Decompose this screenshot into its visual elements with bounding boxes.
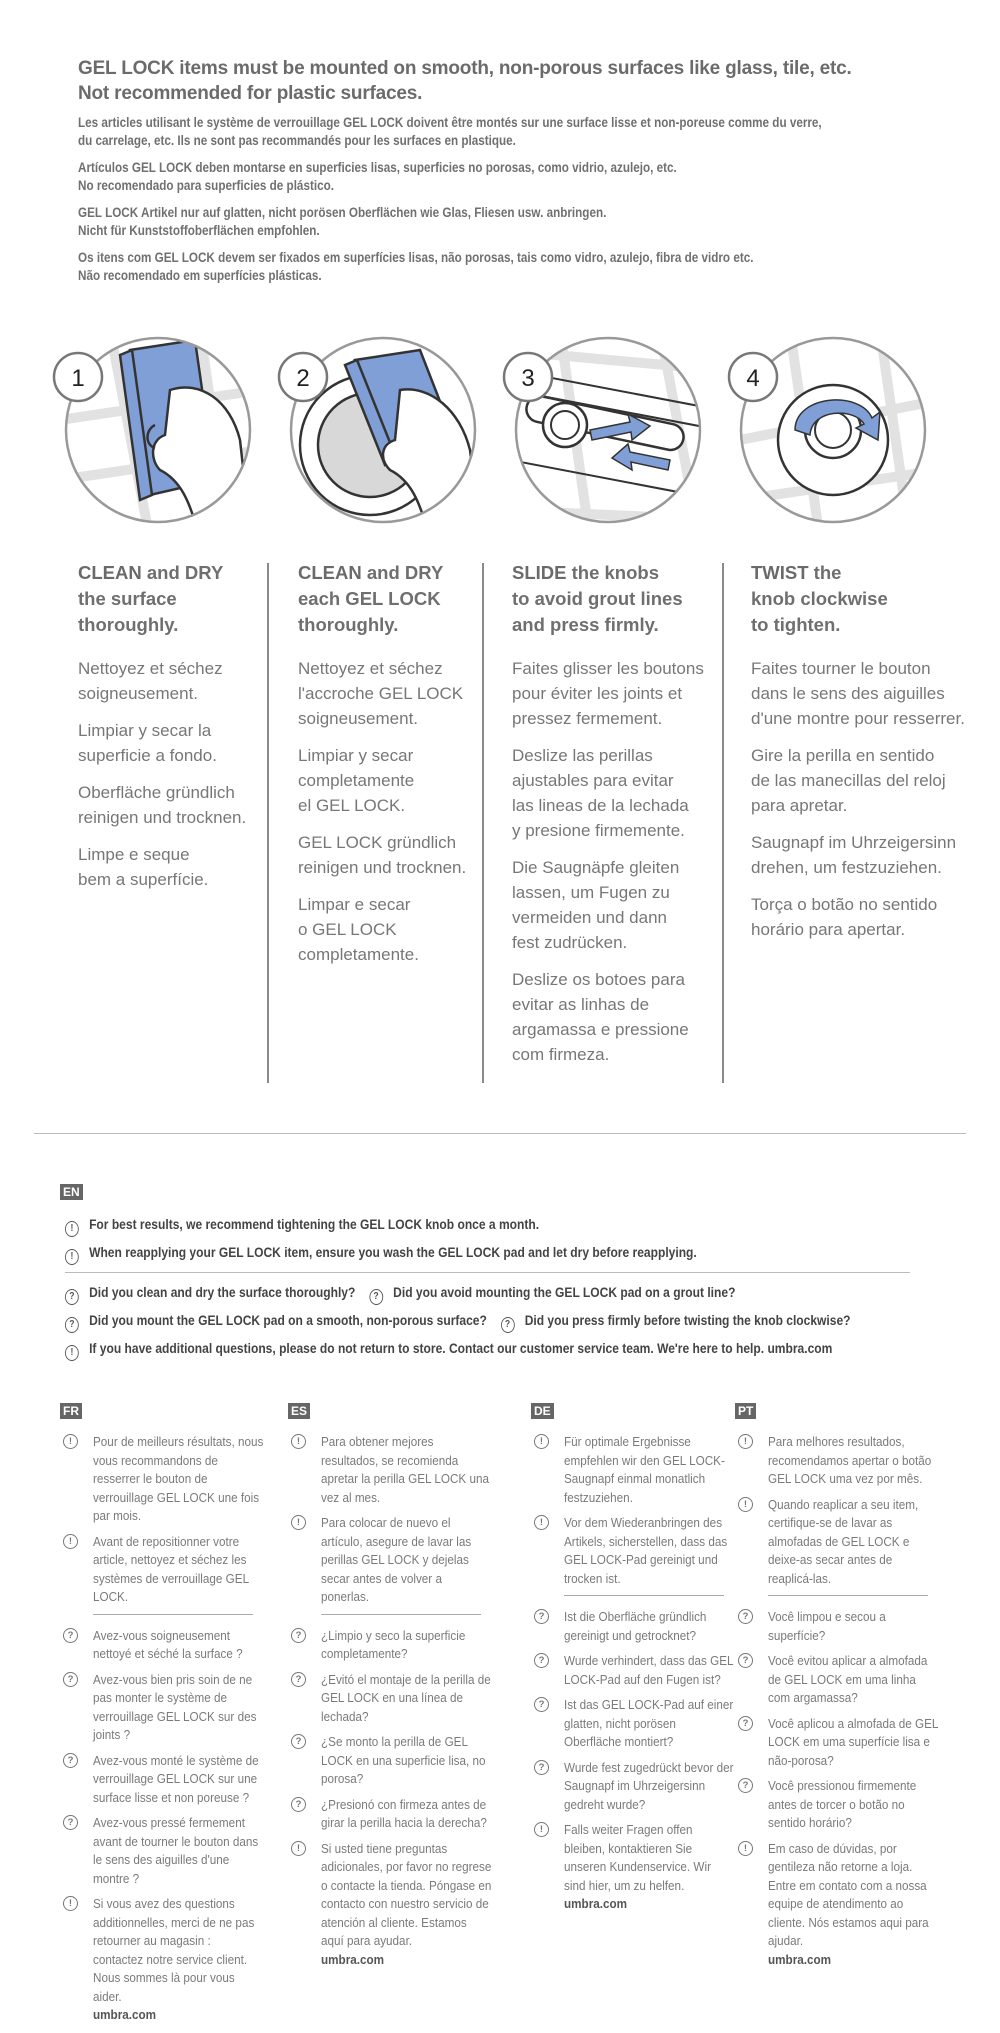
step-paragraph: Saugnapf im Uhrzeigersinn drehen, um festzuziehen. <box>751 833 957 877</box>
question-icon: ? <box>738 1609 753 1624</box>
info-icon: ! <box>63 1896 78 1911</box>
info-item: ! Si vous avez des questions additionnelles, merci de ne pas retourner au magasin : contactez notre service client. Nous sommes là pour vous aider. umbra.com <box>63 1895 273 2025</box>
umbra-link[interactable]: umbra.com <box>564 1896 628 1911</box>
info-icon: ! <box>63 1534 78 1549</box>
question-icon: ? <box>534 1697 549 1712</box>
step-4-paragraphs <box>751 656 971 942</box>
step-paragraph: Faites glisser les boutons pour éviter les joints et pressez fermement. <box>512 659 704 728</box>
info-icon: ! <box>738 1497 753 1512</box>
step-paragraph: GEL LOCK gründlich reinigen und trocknen. <box>298 833 467 877</box>
step-illustrations <box>0 330 1000 540</box>
info-item: ! Quando reaplicar a seu item, certifique-se de lavar as almofadas de GEL LOCK e deixe-as secar antes de reaplicá-las. <box>738 1496 948 1589</box>
step-paragraph: Limpe e seque bem a superfície. <box>78 845 209 889</box>
umbra-link[interactable]: umbra.com <box>768 1951 832 1967</box>
info-icon: ! <box>738 1841 753 1856</box>
step-3-number: 3 <box>521 365 535 392</box>
question-item: ? Wurde fest zugedrückt bevor der Saugnapf im Uhrzeigersinn gedreht wurde? <box>534 1759 734 1815</box>
question-icon: ? <box>65 1289 79 1305</box>
lang-column-de <box>534 1433 734 1921</box>
step-paragraph: Faites tourner le bouton dans le sens des aiguilles d'une montre pour resserrer. <box>751 659 965 728</box>
intro-main <box>78 56 938 106</box>
question-icon: ? <box>534 1653 549 1668</box>
step-3-paragraphs <box>512 656 717 1067</box>
question-item: ? ¿Limpio y seco la superficie completamente? <box>291 1627 501 1664</box>
question-icon: ? <box>291 1672 306 1687</box>
question-icon: ? <box>738 1716 753 1731</box>
question-icon: ? <box>738 1778 753 1793</box>
step-3 <box>512 560 717 1079</box>
info-item: ! Avant de repositionner votre article, nettoyez et séchez les systèmes de verrouillage GEL LOCK. <box>63 1533 273 1607</box>
info-icon: ! <box>65 1221 79 1237</box>
step-paragraph: Die Saugnäpfe gleiten lassen, um Fugen zu vermeiden und dann fest zudrücken. <box>512 858 680 952</box>
lang-tag-en: EN <box>60 1184 83 1200</box>
intro-es: Artículos GEL LOCK deben montarse en superficies lisas, superficies no porosas, como vidrio, azulejo, etc. No recomendado para superficies de plástico. <box>78 160 677 193</box>
question-icon: ? <box>63 1628 78 1643</box>
step-divider <box>267 563 269 1083</box>
question-item: ? Ist die Oberfläche gründlich gereinigt und getrocknet? <box>534 1608 734 1645</box>
lang-tag-pt: PT <box>735 1403 756 1419</box>
section-divider <box>34 1133 966 1134</box>
step-paragraph: Limpar e secar o GEL LOCK completamente. <box>298 895 419 964</box>
step-2-paragraphs <box>298 656 478 967</box>
info-icon: ! <box>63 1434 78 1449</box>
question-icon: ? <box>63 1815 78 1830</box>
intro-main-line-2: Not recommended for plastic surfaces. <box>78 83 423 104</box>
step-4-illustration <box>729 330 940 540</box>
question-icon: ? <box>63 1753 78 1768</box>
en-divider <box>65 1272 910 1273</box>
en-tip-1: ! For best results, we recommend tightening the GEL LOCK knob once a month. <box>65 1214 539 1237</box>
step-paragraph: Nettoyez et séchez soigneusement. <box>78 659 223 703</box>
info-item: ! Vor dem Wiederanbringen des Artikels, sicherstellen, dass das GEL LOCK-Pad gereinigt und trocken ist. <box>534 1514 734 1588</box>
question-icon: ? <box>291 1797 306 1812</box>
lang-tag-es: ES <box>288 1403 310 1419</box>
step-divider <box>722 563 724 1083</box>
question-item: ? Avez-vous soigneusement nettoyé et séché la surface ? <box>63 1627 273 1664</box>
step-paragraph: Deslize os botoes para evitar as linhas de argamassa e pressione com firmeza. <box>512 970 689 1064</box>
question-icon: ? <box>534 1609 549 1624</box>
info-item: ! Pour de meilleurs résultats, nous vous recommandons de resserrer le bouton de verrouillage GEL LOCK une fois par mois. <box>63 1433 273 1526</box>
question-item: ? Avez-vous pressé fermement avant de tourner le bouton dans le sens des aiguilles d'une montre ? <box>63 1814 273 1888</box>
intro-fr: Les articles utilisant le système de verrouillage GEL LOCK doivent être montés sur une surface lisse et non-poreuse comme du verre, du carrelage, etc. Ils ne sont pas recommandés pour les surfaces en plastique. <box>78 115 822 148</box>
lang-column-fr <box>63 1433 273 2032</box>
info-icon: ! <box>65 1345 79 1361</box>
question-item: ? Você pressionou firmemente antes de torcer o botão no sentido horário? <box>738 1777 948 1833</box>
question-item: ? ¿Se monto la perilla de GEL LOCK en una superficie lisa, no porosa? <box>291 1733 501 1789</box>
info-icon: ! <box>534 1515 549 1530</box>
info-item: ! Für optimale Ergebnisse empfehlen wir den GEL LOCK-Saugnapf einmal monatlich festzuziehen. <box>534 1433 734 1507</box>
lang-tag-fr: FR <box>60 1403 82 1419</box>
step-4 <box>751 560 971 954</box>
step-4-number: 4 <box>746 365 760 392</box>
step-paragraph: Torça o botão no sentido horário para apertar. <box>751 895 938 939</box>
info-item: ! Para colocar de nuevo el artículo, asegure de lavar las perillas GEL LOCK y dejelas secar antes de volver a ponerlas. <box>291 1514 501 1607</box>
question-icon: ? <box>501 1317 515 1333</box>
question-icon: ? <box>291 1628 306 1643</box>
info-item: ! Para melhores resultados, recomendamos apertar o botão GEL LOCK uma vez por mês. <box>738 1433 948 1489</box>
step-paragraph: Nettoyez et séchez l'accroche GEL LOCK soigneusement. <box>298 659 464 728</box>
umbra-link[interactable]: umbra.com <box>321 1951 385 1967</box>
en-questions-1: ? Did you clean and dry the surface thoroughly? ? Did you avoid mounting the GEL LOCK pad on a grout line? <box>65 1282 735 1305</box>
step-paragraph: Deslize las perillas ajustables para evitar las lineas de la lechada y presione firmemente. <box>512 746 689 840</box>
step-4-heading: TWIST the knob clockwise to tighten. <box>751 562 888 635</box>
step-paragraph: Limpiar y secar la superficie a fondo. <box>78 721 217 765</box>
info-item: ! Para obtener mejores resultados, se recomienda apretar la perilla GEL LOCK una vez al mes. <box>291 1433 501 1507</box>
step-2 <box>298 560 478 979</box>
step-3-heading: SLIDE the knobs to avoid grout lines and press firmly. <box>512 562 683 635</box>
step-1-number: 1 <box>71 365 85 392</box>
question-item: ? Você limpou e secou a superfície? <box>738 1608 948 1645</box>
intro-de: GEL LOCK Artikel nur auf glatten, nicht porösen Oberflächen wie Glas, Fliesen usw. anbringen. Nicht für Kunststoffoberflächen empfohlen. <box>78 205 607 238</box>
step-divider <box>482 563 484 1083</box>
column-divider <box>564 1595 724 1596</box>
step-2-number: 2 <box>296 365 310 392</box>
step-paragraph: Gire la perilla en sentido de las manecillas del reloj para apretar. <box>751 746 946 815</box>
info-item: ! Si usted tiene preguntas adicionales, por favor no regrese o contacte la tienda. Póngase en contacto con nuestro servicio de atención al cliente. Estamos aquí para ayudar. umbra.com <box>291 1840 501 1970</box>
question-item: ? Avez-vous monté le système de verrouillage GEL LOCK sur une surface lisse et non poreuse ? <box>63 1752 273 1808</box>
column-divider <box>321 1614 481 1615</box>
intro-pt: Os itens com GEL LOCK devem ser fixados em superfícies lisas, não porosas, tais como vidro, azulejo, fibra de vidro etc. Não recomendado em superfícies plásticas. <box>78 250 754 283</box>
lang-column-es <box>291 1433 501 1976</box>
step-1 <box>78 560 258 904</box>
column-divider <box>768 1595 928 1596</box>
question-item: ? Você evitou aplicar a almofada de GEL LOCK em uma linha com argamassa? <box>738 1652 948 1708</box>
intro-main-line-1: GEL LOCK items must be mounted on smooth, non-porous surfaces like glass, tile, etc. <box>78 58 852 79</box>
step-paragraph: Limpiar y secar completamente el GEL LOCK. <box>298 746 415 815</box>
info-icon: ! <box>291 1434 306 1449</box>
step-3-illustration <box>500 330 720 540</box>
step-1-heading: CLEAN and DRY the surface thoroughly. <box>78 562 224 635</box>
question-item: ? ¿Presionó con firmeza antes de girar la perilla hacia la derecha? <box>291 1796 501 1833</box>
info-icon: ! <box>291 1841 306 1856</box>
question-icon: ? <box>738 1653 753 1668</box>
en-questions-2: ? Did you mount the GEL LOCK pad on a smooth, non-porous surface? ? Did you press firmly before twisting the knob clockwise? <box>65 1310 851 1333</box>
info-item: ! Em caso de dúvidas, por gentileza não retorne a loja. Entre em contato com a nossa equipe de atendimento ao cliente. Nós estamos aqui para ajudar. umbra.com <box>738 1840 948 1970</box>
info-icon: ! <box>534 1822 549 1837</box>
info-icon: ! <box>65 1249 79 1265</box>
question-icon: ? <box>65 1317 79 1333</box>
question-item: ? ¿Evitó el montaje de la perilla de GEL LOCK en una línea de lechada? <box>291 1671 501 1727</box>
question-icon: ? <box>63 1672 78 1687</box>
question-item: ? Avez-vous bien pris soin de ne pas monter le système de verrouillage GEL LOCK sur des joints ? <box>63 1671 273 1745</box>
info-icon: ! <box>738 1434 753 1449</box>
en-contact: ! If you have additional questions, please do not return to store. Contact our customer service team. We're here to help. umbra.com <box>65 1338 832 1361</box>
step-paragraph: Oberfläche gründlich reinigen und trocknen. <box>78 783 247 827</box>
lang-tag-de: DE <box>531 1403 554 1419</box>
question-icon: ? <box>291 1734 306 1749</box>
question-icon: ? <box>534 1760 549 1775</box>
lang-column-pt <box>738 1433 948 1976</box>
info-icon: ! <box>291 1515 306 1530</box>
question-item: ? Ist das GEL LOCK-Pad auf einer glatten, nicht porösen Oberfläche montiert? <box>534 1696 734 1752</box>
step-1-illustration <box>54 330 260 540</box>
step-2-illustration <box>279 338 480 540</box>
umbra-link[interactable]: umbra.com <box>93 2007 157 2022</box>
intro-block <box>78 56 938 294</box>
step-2-heading: CLEAN and DRY each GEL LOCK thoroughly. <box>298 562 444 635</box>
column-divider <box>93 1614 253 1615</box>
question-icon: ? <box>369 1289 383 1305</box>
en-tip-2: ! When reapplying your GEL LOCK item, ensure you wash the GEL LOCK pad and let dry before reapplying. <box>65 1242 697 1265</box>
step-1-paragraphs <box>78 656 258 892</box>
info-item: ! Falls weiter Fragen offen bleiben, kontaktieren Sie unseren Kundenservice. Wir sind hier, um zu helfen. umbra.com <box>534 1821 734 1914</box>
question-item: ? Wurde verhindert, dass das GEL LOCK-Pad auf den Fugen ist? <box>534 1652 734 1689</box>
question-item: ? Você aplicou a almofada de GEL LOCK em uma superfície lisa e não-porosa? <box>738 1715 948 1771</box>
info-icon: ! <box>534 1434 549 1449</box>
